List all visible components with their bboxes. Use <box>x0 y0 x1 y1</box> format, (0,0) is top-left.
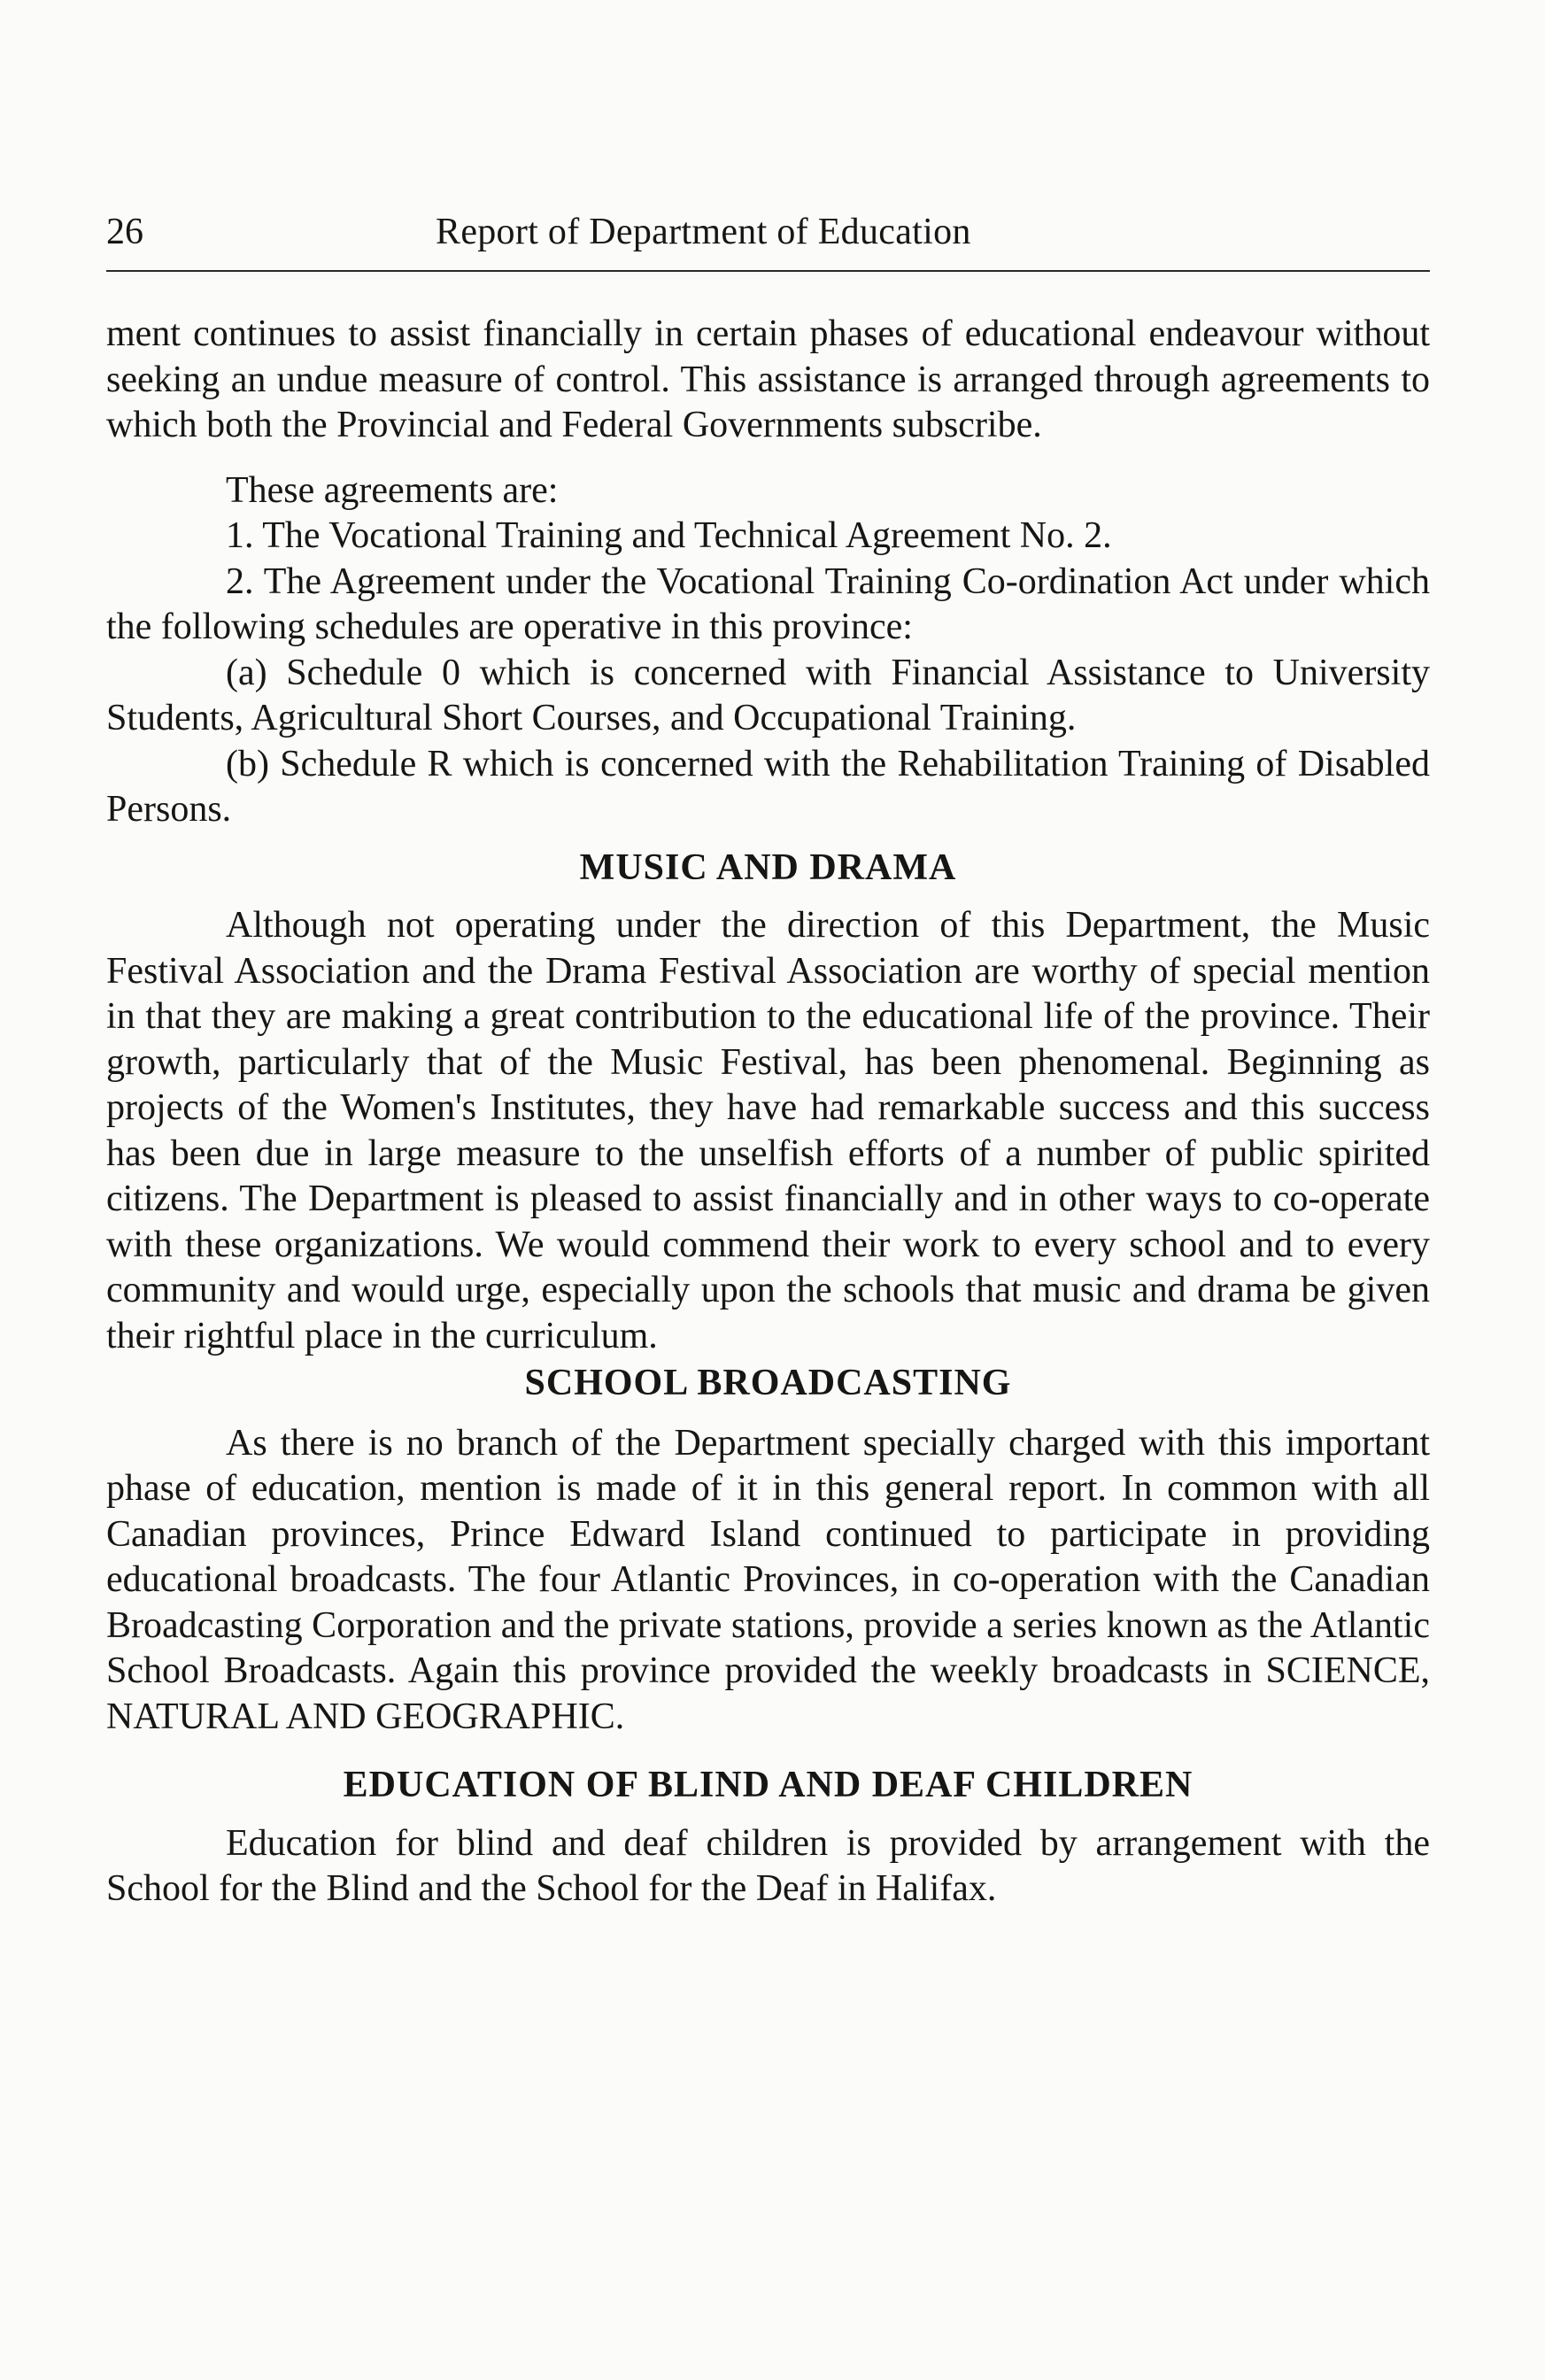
running-title: Report of Department of Education <box>436 212 971 252</box>
section-heading-music-drama: MUSIC AND DRAMA <box>579 846 957 888</box>
section-heading-school-broadcasting: SCHOOL BROADCASTING <box>524 1363 1012 1403</box>
section-heading-blind-deaf: EDUCATION OF BLIND AND DEAF CHILDREN <box>343 1765 1194 1805</box>
section-text-school-broadcasting: As there is no branch of the Department specially charged with this important phase of education, mention is made of it in this general report. In common with all Canadian provinces, Prince Edward Island continued to participate in providing educational broadcasts. The four Atlantic Provinces, in co-operation with the Canadian Broadcasting Corporation and the private stations, provide a series known as the Atlantic School Broadcasts. Again this province provided the weekly broadcasts in SCIENCE, NATURAL AND GEOGRAPHIC. <box>106 1422 1430 1737</box>
agreement-item-2: 2. The Agreement under the Vocational Training Co-ordination Act under which the following schedules are operative in this province: <box>106 560 1430 647</box>
section-text-blind-deaf: Education for blind and deaf children is provided by arrangement with the School for the Blind and the School for the Deaf in Halifax. <box>106 1822 1430 1909</box>
page-number: 26 <box>106 212 143 252</box>
intro-paragraph: ment continues to assist financially in certain phases of educational endeavour without seeking an undue measure of control. This assistance is arranged through agreements to which both the Provincial and Federal Governments subscribe. <box>106 313 1430 445</box>
agreement-item-1: 1. The Vocational Training and Technical Agreement No. 2. <box>226 515 1112 556</box>
page-body <box>106 312 1430 1912</box>
header-rule <box>106 270 1430 272</box>
agreements-intro: These agreements are: <box>226 469 559 511</box>
schedule-item-a: (a) Schedule 0 which is concerned with Financial Assistance to University Students, Agricultural Short Courses, and Occupational Training. <box>106 652 1430 738</box>
page-header <box>106 211 1430 264</box>
section-text-music-drama: Although not operating under the direction of this Department, the Music Festival Association and the Drama Festival Association are worthy of special mention in that they are making a great contribution to the educational life of the province. Their growth, particularly that of the Music Festival, has been phenomenal. Beginning as projects of the Women's Institutes, they have had remarkable success and this success has been due in large measure to the unselfish efforts of a number of public spirited citizens. The Department is pleased to assist financially and in other ways to co-operate with these organizations. We would commend their work to every school and to every community and would urge, especially upon the schools that music and drama be given their rightful place in the curriculum. <box>106 905 1430 1356</box>
schedule-item-b: (b) Schedule R which is concerned with the Rehabilitation Training of Disabled Persons. <box>106 743 1430 830</box>
